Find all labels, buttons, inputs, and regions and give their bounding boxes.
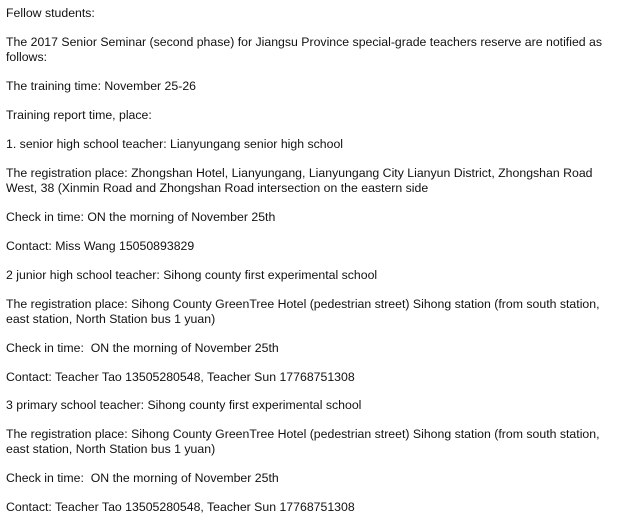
paragraph-primary-registration-place: The registration place: Sihong County GreenTree Hotel (pedestrian street) Sihong station (from south station, east station, North Station bus 1 yuan) <box>6 427 603 456</box>
paragraph-training-time: The training time: November 25-26 <box>6 79 197 93</box>
paragraph-report-heading: Training report time, place: <box>6 108 152 122</box>
paragraph-primary-school: 3 primary school teacher: Sihong county first experimental school <box>6 398 362 412</box>
paragraph-primary-contact: Contact: Teacher Tao 13505280548, Teacher Sun 17768751308 <box>6 500 355 514</box>
paragraph-junior-registration-place: The registration place: Sihong County GreenTree Hotel (pedestrian street) Sihong station (from south station, east station, North Station bus 1 yuan) <box>6 297 603 326</box>
paragraph-senior-contact: Contact: Miss Wang 15050893829 <box>6 239 195 253</box>
paragraph-senior-school: 1. senior high school teacher: Lianyungang senior high school <box>6 137 344 151</box>
paragraph-senior-check-in-time: Check in time: ON the morning of November 25th <box>6 210 276 224</box>
paragraph-primary-check-in-time: Check in time: ON the morning of November 25th <box>6 471 279 485</box>
paragraph-junior-school: 2 junior high school teacher: Sihong county first experimental school <box>6 268 378 282</box>
paragraph-junior-contact: Contact: Teacher Tao 13505280548, Teacher Sun 17768751308 <box>6 370 355 384</box>
paragraph-junior-check-in-time: Check in time: ON the morning of November 25th <box>6 341 279 355</box>
paragraph-intro: The 2017 Senior Seminar (second phase) for Jiangsu Province special-grade teachers reserve are notified as follows: <box>6 35 606 64</box>
paragraph-senior-registration-place: The registration place: Zhongshan Hotel, Lianyungang, Lianyungang City Lianyun District, Zhongshan Road West, 38 (Xinmin Road and Zhongshan Road intersection on the eastern side <box>6 166 596 195</box>
paragraph-greeting: Fellow students: <box>6 6 95 20</box>
